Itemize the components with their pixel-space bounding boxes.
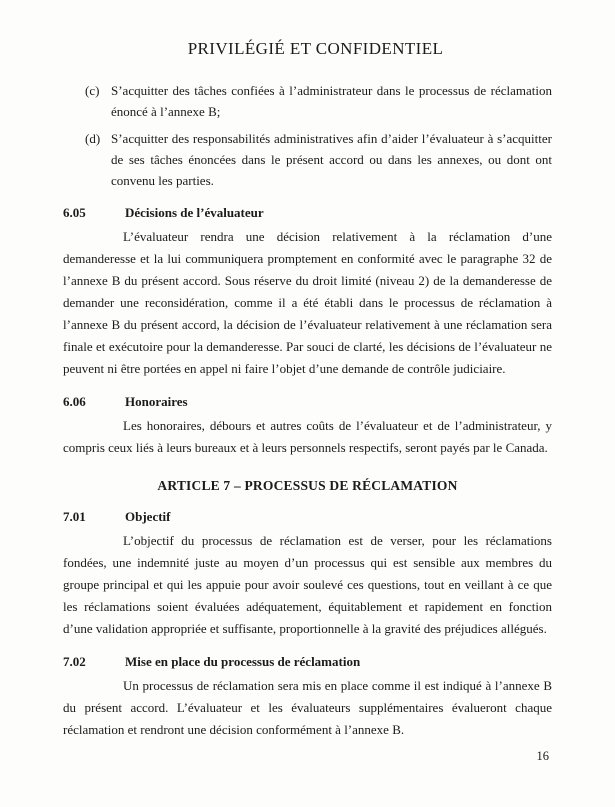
section-paragraph: L’objectif du processus de réclamation est de verser, pour les réclamations fondées, une indemnité juste au moyen d’un processus qui est sensible aux membres du groupe principal et qui les appuie pour avoir soulevé ces questions, tout en veillant à ce que les réclamations soient évaluées adéquatement, équitablement et rapidement en fonction d’une validation appropriée et suffisante, proportionnelle à la gravité des préjudices allégués. xyxy=(63,533,552,636)
list-item-text: S’acquitter des responsabilités administratives afin d’aider l’évaluateur à s’acquitter de ses tâches énoncées dans le présent accord ou dans les annexes, ou dont ont convenu les parties. xyxy=(111,131,552,188)
list-item-text: S’acquitter des tâches confiées à l’administrateur dans le processus de réclamation énoncé à l’annexe B; xyxy=(111,83,552,119)
section-paragraph: L’évaluateur rendra une décision relativement à la réclamation d’une demanderesse et la lui communiquera promptement en conformité avec le paragraphe 32 de l’annexe B du présent accord. Sous réserve du droit limité (niveau 2) de la demanderesse de demander une reconsidération, comme il a été établi dans le processus de réclamation à l’annexe B du présent accord, la décision de l’évaluateur relativement à une réclamation sera finale et exécutoire pour la demanderesse. Par souci de clarté, les décisions de l’évaluateur ne peuvent ni être portées en appel ni faire l’objet d’une demande de contrôle judiciaire. xyxy=(63,229,552,376)
page-number: 16 xyxy=(536,749,549,763)
section-number: 6.05 xyxy=(63,205,86,220)
list-item-marker: (c) xyxy=(85,83,100,98)
section-paragraph: Un processus de réclamation sera mis en place comme il est indiqué à l’annexe B du présent accord. L’évaluateur et les évaluateurs supplémentaires évalueront chaque réclamation et rendront une décision conformément à l’annexe B. xyxy=(63,678,552,737)
section-paragraph: Les honoraires, débours et autres coûts de l’évaluateur et de l’administrateur, y compris ceux liés à leurs bureaux et à leurs personnels respectifs, seront payés par le Canada. xyxy=(63,418,552,455)
section-number: 7.02 xyxy=(63,654,86,669)
section-title: Objectif xyxy=(125,509,171,524)
confidentiality-header: PRIVILÉGIÉ ET CONFIDENTIEL xyxy=(187,39,444,58)
section-number: 7.01 xyxy=(63,509,86,524)
list-item-marker: (d) xyxy=(85,131,101,146)
section-number: 6.06 xyxy=(63,394,86,409)
section-heading xyxy=(63,507,552,526)
section-7-01 xyxy=(63,507,552,640)
section-6-06 xyxy=(63,392,552,459)
section-heading xyxy=(63,392,552,411)
section-heading xyxy=(63,652,552,671)
section-7-02 xyxy=(63,652,552,741)
article-7-heading: ARTICLE 7 – PROCESSUS DE RÉCLAMATION xyxy=(157,478,458,493)
section-title: Honoraires xyxy=(125,394,188,409)
section-title: Mise en place du processus de réclamation xyxy=(125,654,361,669)
section-title: Décisions de l’évaluateur xyxy=(125,205,264,220)
section-heading xyxy=(63,203,552,222)
section-6-05 xyxy=(63,203,552,380)
list-item xyxy=(63,128,552,191)
list-item xyxy=(63,80,552,122)
